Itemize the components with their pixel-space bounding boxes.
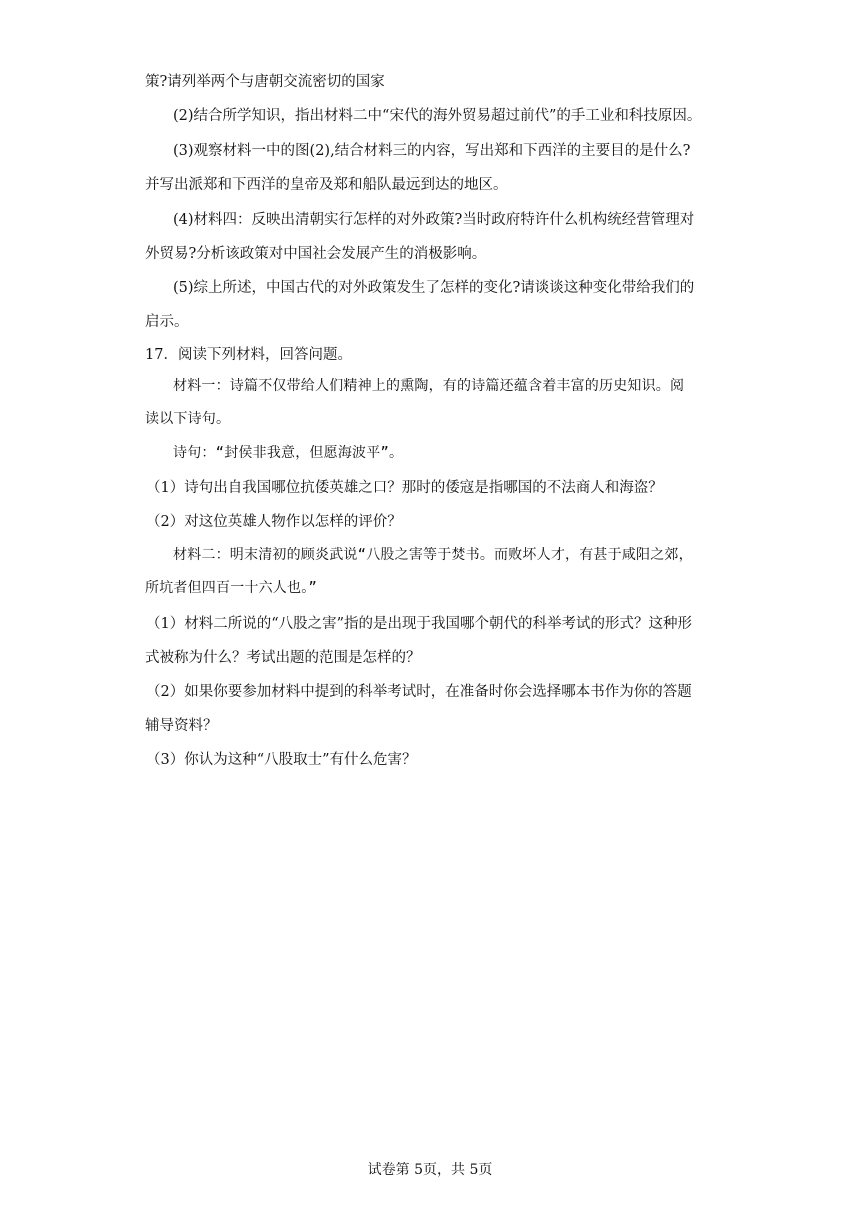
q17-poem: 诗句：“封侯非我意，但愿海波平”。 <box>173 445 404 461</box>
q16-subquestion-5-line1: (5)综上所述，中国古代的对外政策发生了怎样的变化?请谈谈这种变化带给我们的 <box>173 280 695 296</box>
q17-material-2-question-1-line1: （1）材料二所说的“八股之害”指的是出现于我国哪个朝代的科举考试的形式？这种形 <box>146 616 693 632</box>
q17-material-1-line1: 材料一：诗篇不仅带给人们精神上的熏陶，有的诗篇还蕴含着丰富的历史知识。阅 <box>173 378 685 394</box>
q16-subquestion-2: (2)结合所学知识，指出材料二中“宋代的海外贸易超过前代”的手工业和科技原因。 <box>173 108 702 124</box>
q16-subquestion-4-line2: 外贸易?分析该政策对中国社会发展产生的消极影响。 <box>145 246 487 262</box>
q16-subquestion-3-line1: (3)观察材料一中的图(2),结合材料三的内容，写出郑和下西洋的主要目的是什么? <box>173 143 691 159</box>
q17-material-1-question-1: （1）诗句出自我国哪位抗倭英雄之口？那时的倭寇是指哪国的不法商人和海盗？ <box>146 480 663 496</box>
q17-stem: 17．阅读下列材料，回答问题。 <box>145 347 352 363</box>
q17-material-1-line2: 读以下诗句。 <box>145 411 231 427</box>
q17-material-2-line2: 所坑者但四百一十六人也。” <box>145 580 318 596</box>
q17-material-2-question-2-line1: （2）如果你要参加材料中提到的科举考试时，在准备时你会选择哪本书作为你的答题 <box>146 684 692 700</box>
q16-subquestion-5-line2: 启示。 <box>145 314 189 330</box>
q17-material-2-question-2-line2: 辅导资料？ <box>145 718 218 734</box>
q17-material-2-line1: 材料二：明末清初的顾炎武说“八股之害等于焚书。而败坏人才，有甚于咸阳之郊， <box>173 547 693 563</box>
q17-material-1-question-2: （2）对这位英雄人物作以怎样的评价？ <box>146 514 402 530</box>
q16-subquestion-3-line2: 并写出派郑和下西洋的皇帝及郑和船队最远到达的地区。 <box>145 177 508 193</box>
q16-continuation: 策?请列举两个与唐朝交流密切的国家 <box>145 74 385 90</box>
q16-subquestion-4-line1: (4)材料四：反映出清朝实行怎样的对外政策?当时政府特许什么机构统经营管理对 <box>173 212 695 228</box>
q17-material-2-question-1-line2: 式被称为什么？考试出题的范围是怎样的？ <box>145 650 421 666</box>
q17-material-2-question-3: （3）你认为这种“八股取士”有什么危害？ <box>146 752 417 768</box>
page-footer: 试卷第 5页，共 5页 <box>367 1162 493 1178</box>
